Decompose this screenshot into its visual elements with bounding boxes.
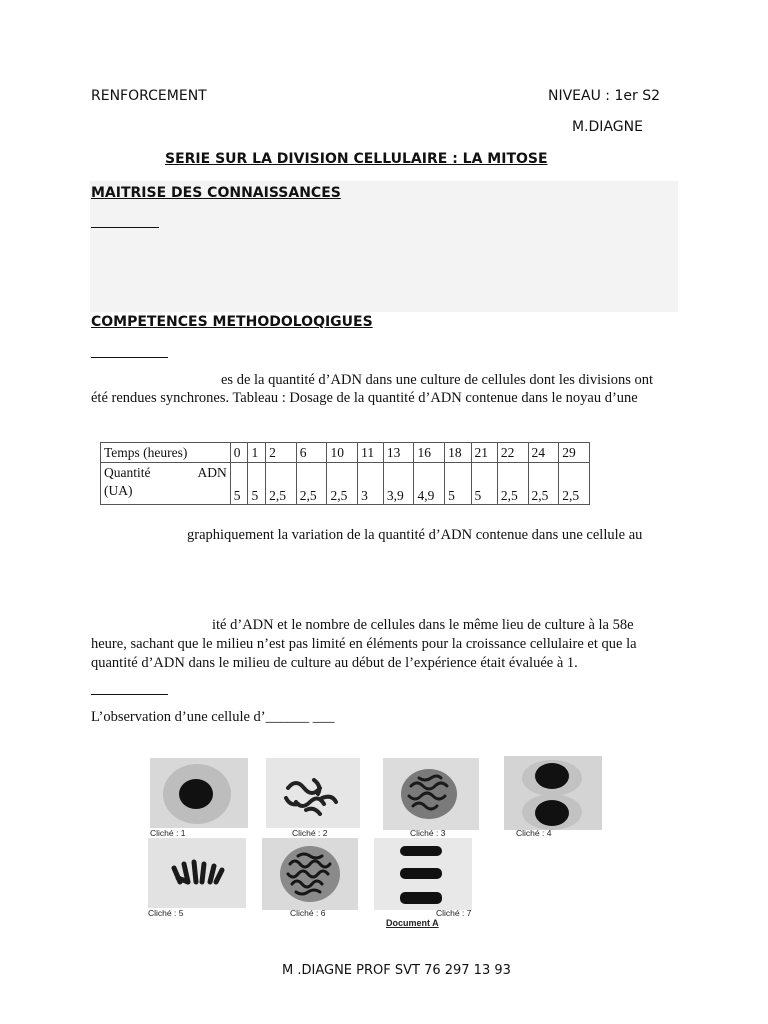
document-label: Document A: [386, 918, 439, 928]
header-left: RENFORCEMENT: [91, 88, 207, 104]
caption-1: Cliché : 1: [150, 828, 186, 838]
micrograph-6: [262, 838, 358, 910]
table-row-time: [101, 443, 590, 463]
metaphase-cell-image: [148, 838, 246, 908]
table-cell: 22: [497, 443, 528, 463]
paragraph3-line2: heure, sachant que le milieu n’est pas limité en éléments pour la croissance cellulaire et que la: [91, 636, 637, 652]
micrograph-2: [266, 758, 360, 828]
anaphase-cell-image: [374, 838, 472, 910]
section1-heading: MAITRISE DES CONNAISSANCES: [91, 185, 341, 201]
table-cell: 5: [471, 463, 497, 505]
table-cell: 16: [414, 443, 445, 463]
header-niveau: NIVEAU : 1er S2: [548, 88, 660, 104]
paragraph3-line3: quantité d’ADN dans le milieu de culture au début de l’expérience était évaluée à 1.: [91, 655, 578, 671]
micrograph-4: [504, 756, 602, 830]
table-cell: 2,5: [327, 463, 358, 505]
micrograph-7: [374, 838, 472, 910]
table-cell: 11: [358, 443, 384, 463]
table-row-quantity: [101, 463, 590, 505]
telophase-cell-image: [504, 756, 602, 830]
header-teacher: M.DIAGNE: [572, 119, 643, 135]
table-cell: 2: [266, 443, 297, 463]
table-header-quantity: [101, 463, 231, 505]
page-title: SERIE SUR LA DIVISION CELLULAIRE : LA MITOSE: [165, 151, 548, 167]
dna-table: [100, 442, 590, 505]
table-header-time: Temps (heures): [101, 443, 231, 463]
observation-text: L’observation d’une cellule d’______ ___: [91, 709, 335, 725]
exercise-rule-2: [91, 357, 168, 358]
paragraph3-line1: ité d’ADN et le nombre de cellules dans le même lieu de culture à la 58e: [212, 617, 634, 633]
caption-6: Cliché : 6: [290, 908, 326, 918]
table-cell: 1: [248, 443, 266, 463]
table-cell: 4,9: [414, 463, 445, 505]
caption-4: Cliché : 4: [516, 828, 552, 838]
table-cell: 3: [358, 463, 384, 505]
prometaphase-cell-image: [262, 838, 358, 910]
caption-7: Cliché : 7: [436, 908, 472, 918]
caption-5: Cliché : 5: [148, 908, 184, 918]
table-cell: 2,5: [497, 463, 528, 505]
table-cell: 2,5: [266, 463, 297, 505]
quantity-label-b: ADN: [197, 465, 227, 480]
micrograph-5: [148, 838, 246, 908]
table-cell: 29: [559, 443, 590, 463]
interphase-cell-image: [150, 758, 248, 828]
footer: M .DIAGNE PROF SVT 76 297 13 93: [282, 963, 511, 978]
table-cell: 2,5: [559, 463, 590, 505]
paragraph1-line1: es de la quantité d’ADN dans une culture de cellules dont les divisions ont: [221, 372, 654, 388]
table-cell: 21: [471, 443, 497, 463]
table-cell: 2,5: [528, 463, 559, 505]
table-cell: 5: [230, 463, 248, 505]
exercise-rule-3: [91, 694, 168, 695]
table-cell: 18: [445, 443, 471, 463]
quantity-label-c: (UA): [104, 483, 133, 498]
late-prophase-cell-image: [383, 758, 479, 830]
exercise-rule-1: [91, 227, 159, 228]
caption-3: Cliché : 3: [410, 828, 446, 838]
table-cell: 5: [248, 463, 266, 505]
paragraph2: graphiquement la variation de la quantité d’ADN contenue dans une cellule au: [187, 527, 643, 543]
paragraph1-line2: été rendues synchrones. Tableau : Dosage de la quantité d’ADN contenue dans le noyau d’une: [91, 390, 638, 406]
table-cell: 13: [383, 443, 414, 463]
table-cell: 10: [327, 443, 358, 463]
micrograph-3: [383, 758, 479, 830]
micrograph-1: [150, 758, 248, 828]
caption-2: Cliché : 2: [292, 828, 328, 838]
section2-heading: COMPETENCES METHODOLOQIGUES: [91, 314, 373, 330]
table-cell: 5: [445, 463, 471, 505]
quantity-label-a: Quantité: [104, 465, 151, 480]
table-cell: 3,9: [383, 463, 414, 505]
prophase-cell-image: [266, 758, 360, 828]
table-cell: 24: [528, 443, 559, 463]
table-cell: 0: [230, 443, 248, 463]
mitosis-figure: [140, 748, 610, 933]
table-cell: 2,5: [296, 463, 327, 505]
table-cell: 6: [296, 443, 327, 463]
